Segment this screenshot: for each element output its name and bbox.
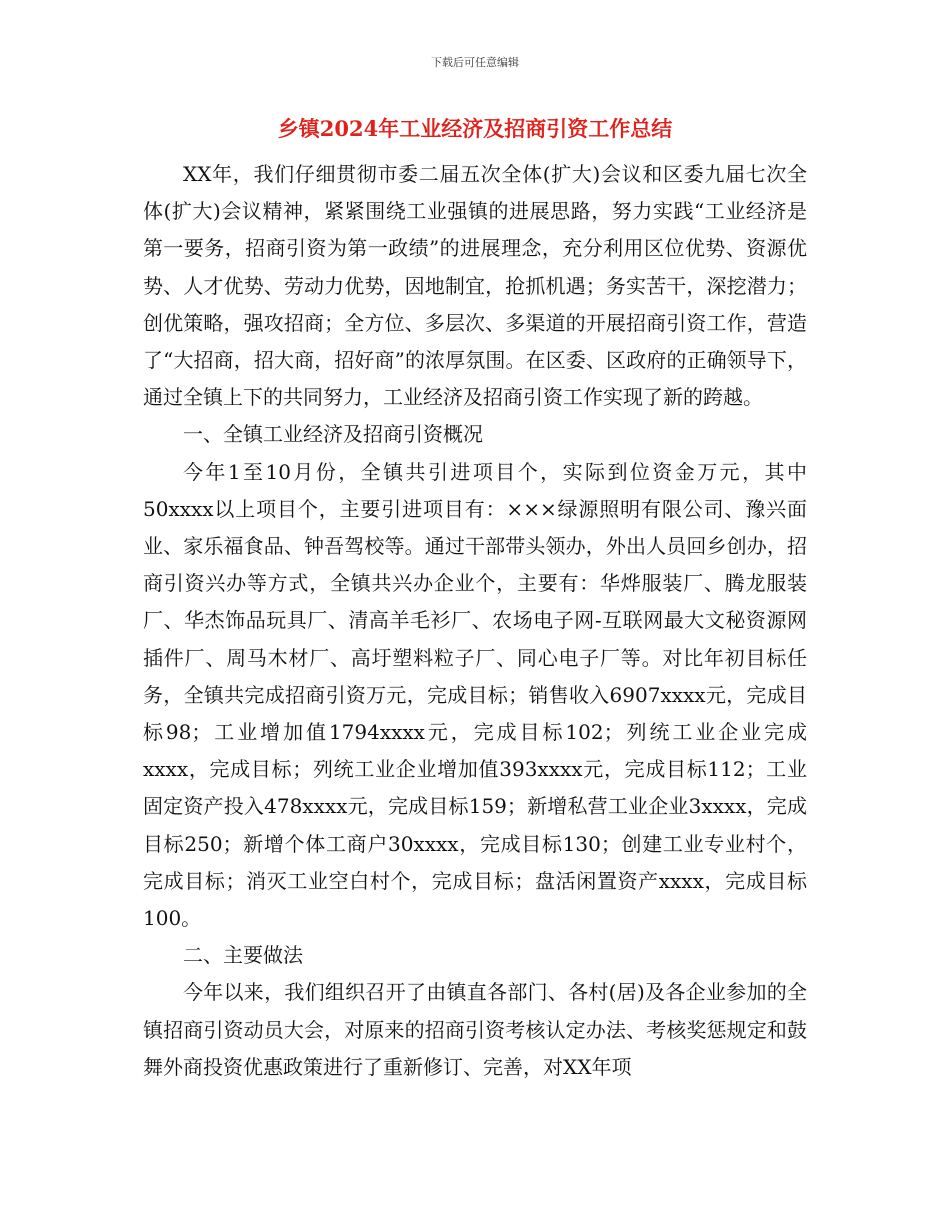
- methods-paragraph: 今年以来，我们组织召开了由镇直各部门、各村(居)及各企业参加的全镇招商引资动员大会，对原来的招商引资考核认定办法、考核奖惩规定和鼓舞外商投资优惠政策进行了重新修订、完善，对XX年项: [143, 980, 807, 1079]
- intro-paragraph: XX年，我们仔细贯彻市委二届五次全体(扩大)会议和区委九届七次全体(扩大)会议精神，紧紧围绕工业强镇的进展思路，努力实践“工业经济是第一要务，招商引资为第一政绩”的进展理念，充分利用区位优势、资源优势、人才优势、劳动力优势，因地制宜，抢抓机遇；务实苦干，深挖潜力；创优策略，强攻招商；全方位、多层次、多渠道的开展招商引资工作，营造了“大招商，招大商，招好商”的浓厚氛围。在区委、区政府的正确领导下，通过全镇上下的共同努力，工业经济及招商引资工作实现了新的跨越。: [143, 162, 807, 410]
- overview-paragraph: 今年1至10月份，全镇共引进项目个，实际到位资金万元，其中50xxxx以上项目个，主要引进项目有：×××绿源照明有限公司、豫兴面业、家乐福食品、钟吾驾校等。通过干部带头领办，外出人员回乡创办，招商引资兴办等方式，全镇共兴办企业个，主要有：华烨服装厂、腾龙服装厂、华杰饰品玩具厂、清高羊毛衫厂、农场电子网-互联网最大文秘资源网插件厂、周马木材厂、高圩塑料粒子厂、同心电子厂等。对比年初目标任务，全镇共完成招商引资万元，完成目标；销售收入6907xxxx元，完成目标98；工业增加值1794xxxx元，完成目标102；列统工业企业完成xxxx，完成目标；列统工业企业增加值393xxxx元，完成目标112；工业固定资产投入478xxxx元，完成目标159；新增私营工业企业3xxxx，完成目标250；新增个体工商户30xxxx，完成目标130；创建工业专业村个，完成目标；消灭工业空白村个，完成目标；盘活闲置资产xxxx，完成目标100。: [143, 459, 807, 931]
- section-heading-methods: 二、主要做法: [183, 943, 303, 968]
- page-header-note: 下载后可任意编辑: [431, 56, 519, 69]
- document-title: 乡镇2024年工业经济及招商引资工作总结: [277, 116, 673, 141]
- section-heading-overview: 一、全镇工业经济及招商引资概况: [183, 422, 483, 447]
- document-body: [143, 156, 807, 1086]
